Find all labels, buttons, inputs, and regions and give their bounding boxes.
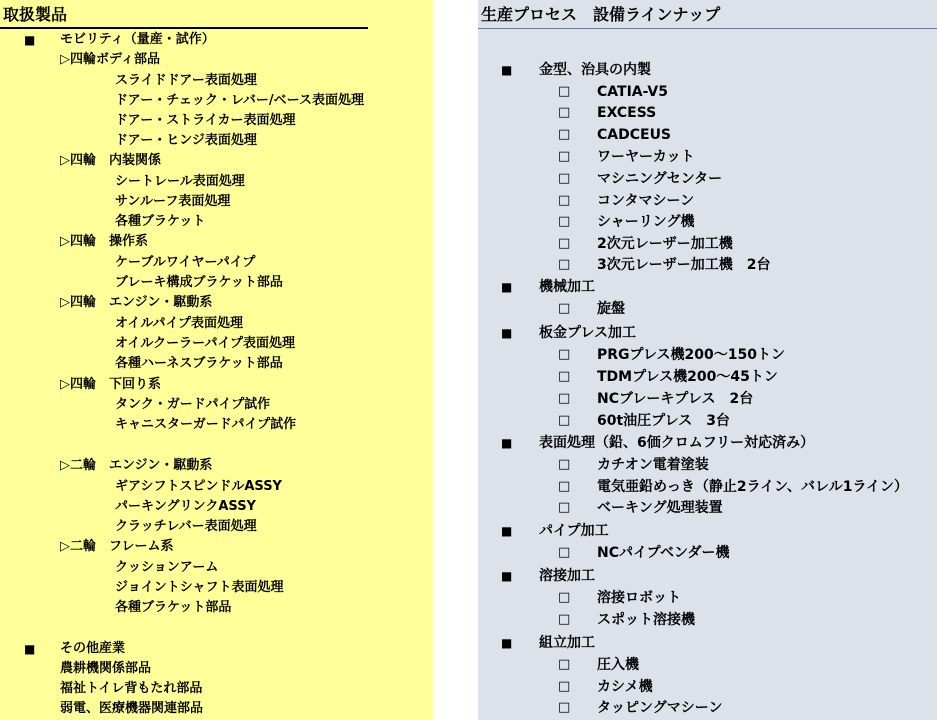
item-label: その他産業: [60, 641, 126, 656]
item-label: マシニングセンター: [597, 171, 723, 187]
item-label: シャーリング機: [597, 214, 695, 230]
item-label: 各種ブラケット: [115, 214, 206, 229]
checkbox-bullet-icon: □: [558, 391, 571, 406]
item-label: ギアシフトスピンドルASSY: [115, 479, 282, 494]
item-label: オイルクーラーパイプ表面処理: [115, 336, 296, 351]
checkbox-bullet-icon: □: [558, 236, 571, 251]
item-label: タンク・ガードパイプ試作: [115, 397, 271, 412]
checkbox-bullet-icon: □: [558, 193, 571, 208]
item-label: ケーブルワイヤーパイプ: [115, 255, 256, 270]
item-label: ▷二輪 エンジン・駆動系: [60, 458, 213, 473]
square-bullet-icon: ■: [501, 636, 513, 650]
item-label: 60t油圧プレス 3台: [597, 413, 730, 429]
checkbox-bullet-icon: □: [558, 347, 571, 362]
square-bullet-icon: ■: [501, 569, 513, 583]
item-label: 圧入機: [597, 657, 639, 673]
checkbox-bullet-icon: □: [558, 127, 571, 142]
item-label: スポット溶接機: [597, 612, 695, 628]
item-label: オイルパイプ表面処理: [115, 316, 244, 331]
item-label: ジョイントシャフト表面処理: [115, 580, 284, 595]
item-label: 金型、治具の内製: [539, 62, 651, 78]
item-label: クッションアーム: [115, 560, 219, 575]
item-label: パイプ加工: [539, 523, 609, 539]
checkbox-bullet-icon: □: [558, 545, 571, 560]
checkbox-bullet-icon: □: [558, 612, 571, 627]
item-label: 2次元レーザー加工機: [597, 236, 733, 252]
item-label: 溶接ロボット: [597, 590, 681, 606]
checkbox-bullet-icon: □: [558, 700, 571, 715]
item-label: EXCESS: [597, 105, 657, 121]
item-label: ワーヤーカット: [597, 149, 695, 165]
item-label: ▷四輪 操作系: [60, 234, 148, 249]
item-label: ▷四輪 エンジン・駆動系: [60, 295, 213, 310]
checkbox-bullet-icon: □: [558, 479, 571, 494]
item-label: ドアー・チェック・レバー/ベース表面処理: [115, 93, 365, 108]
item-label: カシメ機: [597, 679, 653, 695]
item-label: カチオン電着塗装: [597, 457, 709, 473]
square-bullet-icon: ■: [501, 280, 513, 294]
item-label: パーキングリンクASSY: [115, 499, 256, 514]
item-label: スライドドアー表面処理: [115, 73, 257, 88]
item-label: ドアー・ストライカー表面処理: [115, 113, 296, 128]
title-underline: [0, 27, 368, 29]
item-label: 組立加工: [539, 635, 595, 651]
item-label: クラッチレバー表面処理: [115, 519, 257, 534]
item-label: ▷四輪ボディ部品: [60, 52, 160, 67]
item-label: コンタマシーン: [597, 193, 695, 209]
item-label: 各種ブラケット部品: [115, 600, 232, 615]
item-label: TDMプレス機200～45トン: [597, 369, 778, 385]
item-label: NCブレーキプレス 2台: [597, 391, 754, 407]
square-bullet-icon: ■: [501, 63, 513, 77]
square-bullet-icon: ■: [24, 642, 36, 656]
item-label: ▷四輪 内装関係: [60, 153, 161, 168]
item-label: CATIA-V5: [597, 84, 668, 100]
item-label: 弱電、医療機器関連部品: [60, 701, 204, 716]
checkbox-bullet-icon: □: [558, 657, 571, 672]
checkbox-bullet-icon: □: [558, 257, 571, 272]
item-label: 旋盤: [597, 301, 625, 317]
item-label: ▷四輪 下回り系: [60, 377, 161, 392]
item-label: タッピングマシーン: [597, 700, 723, 716]
item-label: ベーキング処理装置: [597, 500, 723, 516]
process-title: 生産プロセス 設備ラインナップ: [481, 5, 721, 24]
item-label: 農耕機関係部品: [60, 661, 152, 676]
checkbox-bullet-icon: □: [558, 413, 571, 428]
square-bullet-icon: ■: [501, 524, 513, 538]
item-label: 溶接加工: [539, 568, 595, 584]
item-label: ブレーキ構成ブラケット部品: [115, 275, 283, 290]
item-label: サンルーフ表面処理: [115, 194, 231, 209]
checkbox-bullet-icon: □: [558, 149, 571, 164]
products-panel: [0, 0, 433, 720]
checkbox-bullet-icon: □: [558, 500, 571, 515]
square-bullet-icon: ■: [501, 326, 513, 340]
checkbox-bullet-icon: □: [558, 301, 571, 316]
checkbox-bullet-icon: □: [558, 369, 571, 384]
square-bullet-icon: ■: [501, 436, 513, 450]
title-underline: [478, 28, 937, 29]
item-label: 福祉トイレ背もたれ部品: [60, 681, 203, 696]
checkbox-bullet-icon: □: [558, 171, 571, 186]
checkbox-bullet-icon: □: [558, 105, 571, 120]
item-label: 各種ハーネスブラケット部品: [115, 356, 283, 371]
item-label: ドアー・ヒンジ表面処理: [115, 133, 257, 148]
item-label: モビリティ（量産・試作）: [60, 32, 215, 47]
square-bullet-icon: ■: [24, 33, 36, 47]
item-label: CADCEUS: [597, 127, 672, 143]
checkbox-bullet-icon: □: [558, 84, 571, 99]
item-label: 3次元レーザー加工機 2台: [597, 257, 771, 273]
checkbox-bullet-icon: □: [558, 457, 571, 472]
item-label: PRGプレス機200～150トン: [597, 347, 785, 363]
item-label: ▷二輪 フレーム系: [60, 539, 174, 554]
checkbox-bullet-icon: □: [558, 679, 571, 694]
item-label: 板金プレス加工: [539, 325, 637, 341]
item-label: NCパイプベンダー機: [597, 545, 730, 561]
item-label: 機械加工: [539, 279, 595, 295]
item-label: 電気亜鉛めっき（静止2ライン、バレル1ライン）: [597, 479, 909, 495]
process-panel: [478, 0, 937, 720]
checkbox-bullet-icon: □: [558, 590, 571, 605]
item-label: 表面処理（鉛、6価クロムフリー対応済み）: [539, 435, 815, 451]
item-label: キャニスターガードパイプ試作: [115, 417, 297, 432]
item-label: シートレール表面処理: [115, 174, 245, 189]
products-title: 取扱製品: [3, 5, 68, 24]
checkbox-bullet-icon: □: [558, 214, 571, 229]
